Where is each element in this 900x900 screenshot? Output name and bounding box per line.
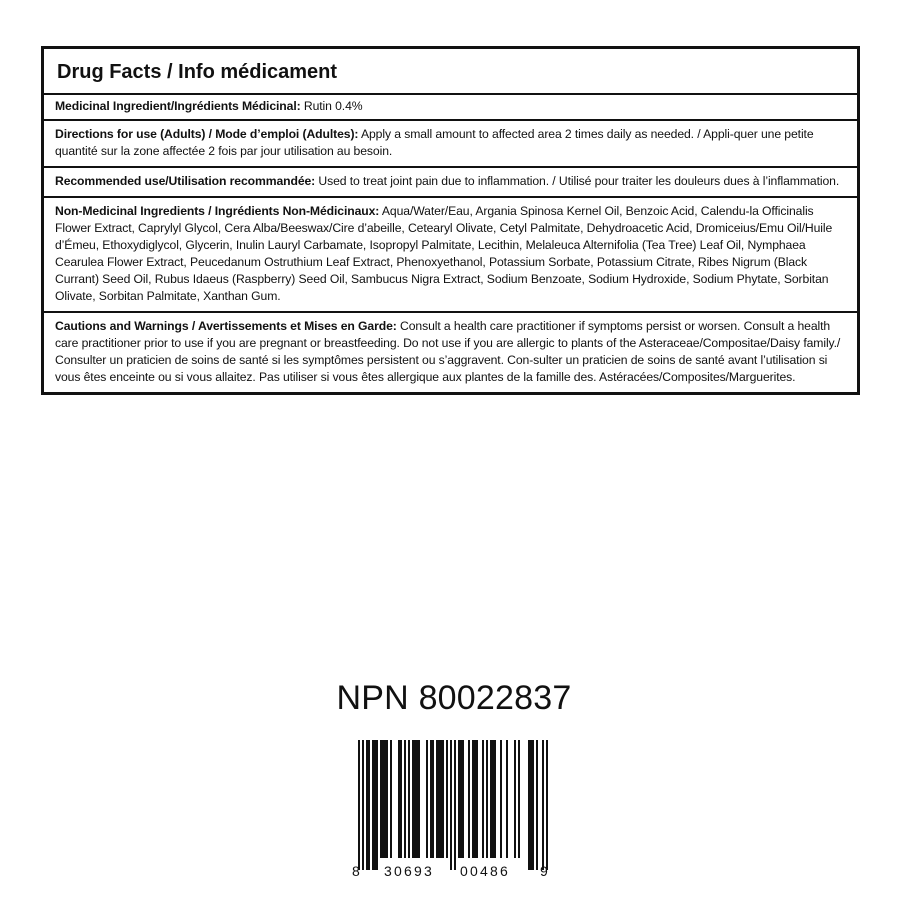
medicinal-ingredient-label: Medicinal Ingredient/Ingrédients Médicinal:: [55, 99, 301, 113]
barcode-bar: [374, 740, 376, 870]
barcode-bar: [482, 740, 484, 858]
barcode-bar: [458, 740, 460, 858]
barcode-bar: [412, 740, 414, 858]
barcode-bar: [426, 740, 428, 858]
directions-label: Directions for use (Adults) / Mode d’emploi (Adultes):: [55, 127, 359, 141]
barcode-bar: [366, 740, 368, 870]
recommended-use-label: Recommended use/Utilisation recommandée:: [55, 174, 316, 188]
barcode-bar: [382, 740, 384, 858]
barcode-bar: [408, 740, 410, 858]
npn-number: NPN 80022837: [336, 679, 572, 717]
barcode-bar: [384, 740, 386, 858]
barcode-bar: [438, 740, 440, 858]
barcode-bar: [450, 740, 452, 870]
non-medicinal-ingredients-section: [44, 196, 857, 311]
barcode-bar: [390, 740, 392, 858]
barcode-bar: [532, 740, 534, 870]
barcode-bar: [376, 740, 378, 870]
barcode-bar: [380, 740, 382, 858]
barcode-bar: [414, 740, 416, 858]
barcode-bar: [490, 740, 492, 858]
barcode-bar: [492, 740, 494, 858]
directions-text: Apply a small amount to affected area 2 times daily as needed. / Appli-quer une petite quantité sur la zone affectée 2 fois par jour utilisation au besoin.: [55, 127, 814, 158]
barcode-right-digits: 00486: [460, 863, 510, 879]
barcode-bar: [474, 740, 476, 858]
barcode-bar: [372, 740, 374, 870]
medicinal-ingredient-value: Rutin 0.4%: [300, 99, 363, 113]
barcode-bar: [506, 740, 508, 858]
drug-facts-box: [41, 46, 860, 395]
medicinal-ingredient-section: [44, 93, 857, 119]
barcode-bar: [442, 740, 444, 858]
barcode-bar: [400, 740, 402, 858]
barcode-bar: [446, 740, 448, 858]
barcode-bar: [440, 740, 442, 858]
recommended-use-text: Used to treat joint pain due to inflammation. / Utilisé pour traiter les douleurs dues à l’inflammation.: [315, 174, 840, 188]
barcode-bar: [398, 740, 400, 858]
barcode-check-digit: 9: [540, 863, 548, 879]
barcode-bar: [416, 740, 418, 858]
cautions-label: Cautions and Warnings / Avertissements et Mises en Garde:: [55, 319, 397, 333]
barcode-bar: [546, 740, 548, 870]
barcode-bar: [518, 740, 520, 858]
recommended-use-section: [44, 166, 857, 196]
directions-section: [44, 119, 857, 166]
barcode-bar: [494, 740, 496, 858]
non-medicinal-ingredients-label: Non-Medicinal Ingredients / Ingrédients Non-Médicinaux:: [55, 204, 380, 218]
barcode-bar: [430, 740, 432, 858]
cautions-section: [44, 311, 857, 392]
barcode-bar: [528, 740, 530, 870]
barcode-bar: [418, 740, 420, 858]
barcode-bar: [358, 740, 360, 870]
barcode-bar: [432, 740, 434, 858]
barcode-system-digit: 8: [352, 863, 360, 879]
upc-barcode: [346, 736, 558, 882]
barcode-bar: [368, 740, 370, 870]
barcode-bar: [386, 740, 388, 858]
barcode-bar: [462, 740, 464, 858]
barcode-bar: [472, 740, 474, 858]
barcode-bar: [362, 740, 364, 870]
non-medicinal-ingredients-text: Aqua/Water/Eau, Argania Spinosa Kernel Oil, Benzoic Acid, Calendu-la Officinalis Flower Extract, Caprylyl Glycol, Cera Alba/Beeswax/Cire d’abeille, Cetearyl Olivate, Cetyl Palmitate, Dehydroacetic Acid, Dromiceius/Emu Oil/Huile d’Émeu, Ethoxydiglycol, Glycerin, Inulin Lauryl Carbamate, Isopropyl Palmitate, Lecithin, Melaleuca Alternifolia (Tea Tree) Leaf Oil, Nymphaea Cearulea Flower Extract, Peucedanum Ostruthium Leaf Extract, Phenoxyethanol, Potassium Sorbate, Potassium Citrate, Ribes Nigrum (Black Currant) Seed Oil, Rubus Idaeus (Raspberry) Seed Oil, Sambucus Nigra Extract, Sodium Benzoate, Sodium Hydroxide, Sodium Phytate, Sorbitan Olivate, Sorbitan Palmitate, Xanthan Gum.: [55, 204, 833, 303]
barcode-bar: [476, 740, 478, 858]
barcode-bar: [514, 740, 516, 858]
barcode-bar: [454, 740, 456, 870]
cautions-text: Consult a health care practitioner if symptoms persist or worsen. Consult a health care practitioner prior to use if you are pregnant or breastfeeding. Do not use if you are allergic to plants of the Asteraceae/Compositae/Daisy family./ Consulter un praticien de soins de santé si les symptômes persistent ou s’aggravent. Con-sulter un praticien de soins de santé avant l’utilisation si vous êtes enceinte ou si vous allaitez. Pas utiliser si vous êtes allergique aux plantes de la famille des. Astéracées/Composites/Marguerites.: [55, 319, 841, 384]
barcode-bar: [486, 740, 488, 858]
barcode-bar: [542, 740, 544, 870]
barcode-bar: [436, 740, 438, 858]
barcode-left-digits: 30693: [384, 863, 434, 879]
barcode-bar: [460, 740, 462, 858]
barcode-bar: [404, 740, 406, 858]
barcode-bar: [468, 740, 470, 858]
barcode-bar: [500, 740, 502, 858]
barcode-bar: [536, 740, 538, 870]
barcode-bar: [530, 740, 532, 870]
drug-facts-title: Drug Facts / Info médicament: [57, 61, 338, 83]
